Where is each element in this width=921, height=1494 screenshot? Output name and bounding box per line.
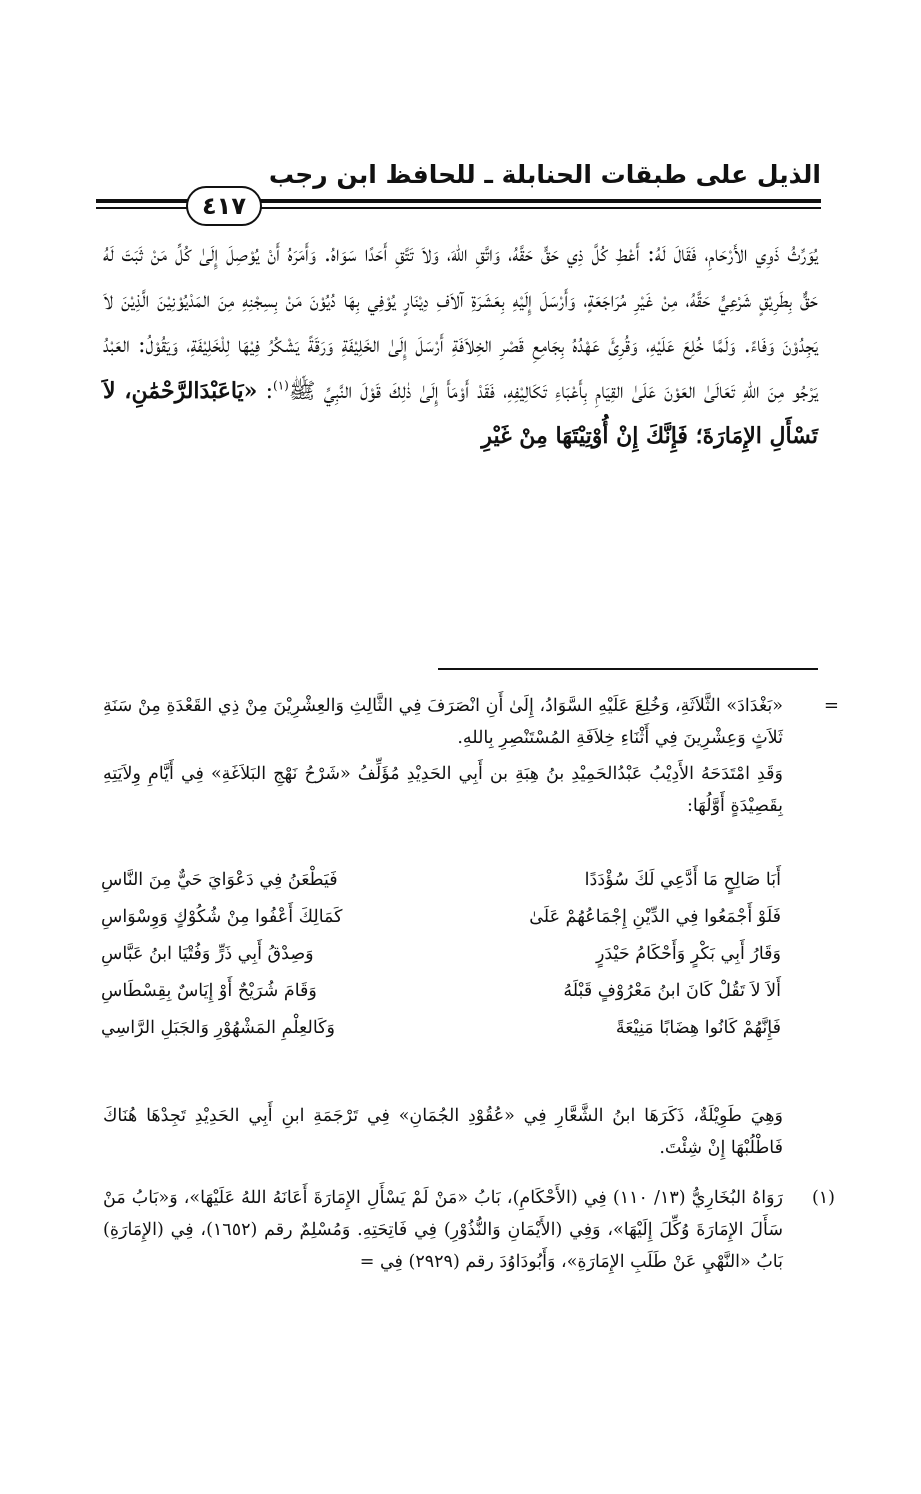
poem-first-hemistich: أَبَا صَالِحٍ مَا أَدَّعِي لَكَ سُؤْدَدًا [584,870,781,890]
poem-verse [101,862,781,899]
poem-second-hemistich: وَصِدْقُ أَبِي ذَرٍّ وَفُتْيَا ابنُ عَبَّاسِ [101,944,314,964]
continuation-mark: = [823,695,839,716]
footnote-1: رَوَاهُ البُخَارِيُّ (١٣/ ١١٠) فِي (الأَحْكَامِ)، بَابُ «مَنْ لَمْ يَسْأَلِ الإِمَارَةَ أَعَانَهُ اللهُ عَلَيْهَا»، وَ«بَابُ مَنْ سَأَلَ الإِمَارَةَ وُكِّلَ إِلَيْهَا»، وَفِي (الأَيْمَانِ وَالنُّذُوْرِ) فِي فَاتِحَتِهِ. وَمُسْلِمٌ رقم (١٦٥٢)، فِي (الإِمَارَةِ) بَابُ «النَّهْيِ عَنْ طَلَبِ الإِمَارَةِ»، وَأَبُودَاوُدَ رقم (٢٩٢٩) فِي = [103,1188,784,1272]
poem-second-hemistich: كَمَالِكَ أَعْفُوا مِنْ شُكُوْكٍ وَوِسْوَاسِ [101,907,343,927]
poem-second-hemistich: وَكَالعِلْمِ المَشْهُوْرِ وَالجَبَلِ الرَّاسِي [101,1018,335,1038]
footnote-number: (١) [811,1188,835,1208]
main-text [103,232,818,460]
hadith-quote: «يَاعَبْدَالرَّحْمَٰنِ، لاَ تَسْأَلِ الإِمَارَةَ؛ فَإِنَّكَ إِنْ أُوْتِيْتَهَا مِنْ غَيْرِ [103,377,818,449]
footnote-separator [438,668,818,670]
poem-first-hemistich: وَقَارُ أَبِي بَكْرٍ وَأَحْكَامُ حَيْدَرٍ [595,944,781,964]
poem-verse [101,899,781,936]
footnote-paragraph: وَقَدِ امْتَدَحَهُ الأَدِيْبُ عَبْدُالحَمِيْدِ بنُ هِبَةِ بن أَبِي الحَدِيْدِ مُؤَلِّفُ «شَرْحُ نَهْجِ البَلاَغَةِ» فِي أَيَّامِ وِلاَيَتِهِ بِقَصِيْدَةٍ أَوَّلُهَا: [103,764,783,816]
footnote-paragraph: وَهِيَ طَوِيْلَةٌ، ذَكَرَهَا ابنُ الشَّعَّارِ فِي «عُقُوْدِ الجُمَانِ» فِي تَرْجَمَةِ ابنِ أَبِي الحَدِيْدِ تَجِدْهَا هُنَاكَ فَاطْلُبْهَا إِنْ شِئْتَ. [103,1106,783,1158]
poem-second-hemistich: فَيَطْعَنُ فِي دَعْوَايَ حَيٌّ مِنَ النَّاسِ [101,870,338,890]
footnote-continuation: «بَغْدَادَ» الثَّلاَثَةِ، وَخُلِعَ عَلَيْهِ السَّوَادُ، إِلَىٰ أَنِ انْصَرَفَ فِي الثَّالِثِ وَالعِشْرِيْنَ مِنْ ذِي القَعْدَةِ مِنْ سَنَةِ ثَلاَثٍ وَعِشْرِينَ فِي أَثْنَاءِ خِلاَفَةِ المُسْتَنْصِرِ بِاللهِ. [103,696,783,748]
poem-first-hemistich: أَلاَ لاَ تَقُلْ كَانَ ابنُ مَعْرُوْفٍ قَبْلَهُ [563,981,781,1001]
poem-verse [101,936,781,973]
poem-verse [101,1010,781,1047]
poem-first-hemistich: فَلَوْ أَجْمَعُوا فِي الدِّيْنِ إِجْمَاعُهُمْ عَلَىٰ [529,907,781,927]
poem [101,862,781,1047]
page-number: ٤١٧ [186,186,262,226]
poem-second-hemistich: وَقَامَ شُرَيْحٌ أَوْ إِيَاسٌ بِقِسْطَاسِ [101,981,317,1001]
poem-first-hemistich: فَإِنَّهُمْ كَانُوا هِضَابًا مَنِيْعَةً [615,1018,781,1038]
main-text-body: يُوَرِّثُ ذَوِي الأَرْحَامِ، فَقَالَ لَهُ: أَعْطِ كُلَّ ذِي حَقٍّ حَقَّهُ، وَاتَّقِ اللهَ، وَلاَ تَتَّقِ أَحَدًا سَوَاهُ. وَأَمَرَهُ أَنْ يُوْصِلَ إِلَىٰ كُلِّ مَنْ ثَبَتَ لَهُ حَقٌّ بِطَرِيْقٍ شَرْعِيٍّ حَقَّهُ، مِنْ غَيْرِ مُرَاجَعَةٍ، وَأَرْسَلَ إِلَيْهِ بِعَشَرَةِ آلاَفِ دِيْنَارٍ يُوْفِي بِهَا دُيُوْنَ مَنْ بِسِجْنِهِ مِنَ المَدْيُوْنِيْنَ الَّذِيْنَ لاَ يَجِدُوْنَ وَفَاءً. وَلَمَّا خُلِعَ عَلَيْهِ، وَقُرِئَ عَهْدُهُ بِجَامِعِ قَصْرِ الخِلاَفَةِ أَرْسَلَ إِلَىٰ الخَلِيْفَةِ وَرَقَةً يَشْكُرُ فِيْهَا لِلْخَلِيْفَةِ، وَيَقُوْلُ: العَبْدُ يَرْجُو مِنَ اللهِ تَعَالَىٰ العَوْنَ عَلَىٰ القِيَامِ بِأَعْبَاءِ تَكَالِيْفِهِ، فَقَدْ أَوْمَأَ إِلَىٰ ذٰلِكَ قَوْلَ النَّبِيِّ ﷺ [103,242,819,404]
running-title: الذيل على طبقات الحنابلة ـ للحافظ ابن رجب [268,160,821,189]
footnote-ref: (١) [273,378,289,393]
main-text-colon: : [257,378,274,404]
poem-verse [101,973,781,1010]
